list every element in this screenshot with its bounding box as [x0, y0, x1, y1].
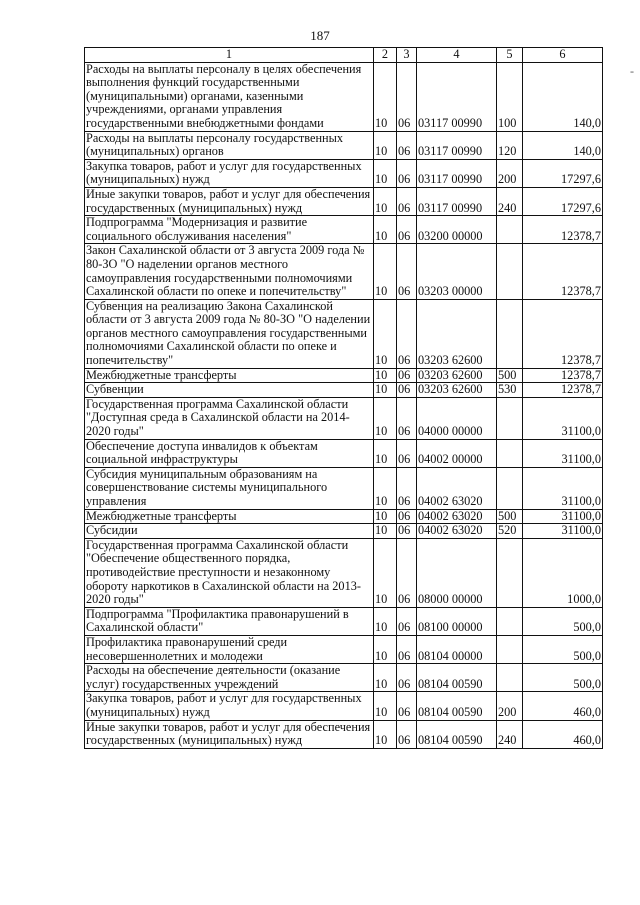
row-name-cell: Закон Сахалинской области от 3 августа 2009 года № 80-ЗО "О наделении органов местного самоуправления государственными полномочиями Сахалинской области по опеке и попечительству": [85, 244, 374, 299]
column-header-amount: 6: [523, 48, 603, 63]
row-target-article-cell: 03117 00990: [417, 62, 497, 131]
table-row: [85, 509, 603, 524]
row-target-article-cell: 04000 00000: [417, 397, 497, 439]
budget-table: [84, 47, 603, 749]
column-header-subsection: 3: [397, 48, 417, 63]
row-subsection-cell: 06: [397, 299, 417, 368]
row-expense-type-cell: [497, 397, 523, 439]
row-section-cell: 10: [374, 62, 397, 131]
row-section-cell: 10: [374, 216, 397, 244]
row-name-cell: Субвенция на реализацию Закона Сахалинской области от 3 августа 2009 года № 80-ЗО "О наделении органов местного самоуправления государственными полномочиями Сахалинской области по опеке и попечительству": [85, 299, 374, 368]
row-subsection-cell: 06: [397, 187, 417, 215]
row-name-cell: Расходы на обеспечение деятельности (оказание услуг) государственных учреждений: [85, 664, 374, 692]
table-row: [85, 720, 603, 748]
row-amount-cell: 460,0: [523, 692, 603, 720]
row-section-cell: 10: [374, 509, 397, 524]
row-amount-cell: 31100,0: [523, 524, 603, 539]
row-target-article-cell: 08104 00590: [417, 664, 497, 692]
row-amount-cell: 12378,7: [523, 383, 603, 398]
row-subsection-cell: 06: [397, 131, 417, 159]
row-expense-type-cell: 200: [497, 159, 523, 187]
row-name-cell: Закупка товаров, работ и услуг для государственных (муниципальных) нужд: [85, 692, 374, 720]
row-target-article-cell: 03203 00000: [417, 244, 497, 299]
table-row: [85, 383, 603, 398]
row-expense-type-cell: 500: [497, 368, 523, 383]
page-number: 187: [310, 28, 330, 43]
row-target-article-cell: 04002 63020: [417, 467, 497, 509]
table-row: [85, 664, 603, 692]
row-subsection-cell: 06: [397, 159, 417, 187]
row-target-article-cell: 03200 00000: [417, 216, 497, 244]
row-section-cell: 10: [374, 397, 397, 439]
table-row: [85, 244, 603, 299]
row-amount-cell: 12378,7: [523, 299, 603, 368]
row-amount-cell: 500,0: [523, 635, 603, 663]
row-amount-cell: 17297,6: [523, 159, 603, 187]
row-section-cell: 10: [374, 538, 397, 607]
row-expense-type-cell: [497, 635, 523, 663]
row-name-cell: Иные закупки товаров, работ и услуг для обеспечения государственных (муниципальных) нужд: [85, 720, 374, 748]
row-expense-type-cell: [497, 538, 523, 607]
column-header-expense-type: 5: [497, 48, 523, 63]
row-section-cell: 10: [374, 720, 397, 748]
row-amount-cell: 31100,0: [523, 467, 603, 509]
row-expense-type-cell: 120: [497, 131, 523, 159]
table-row: [85, 368, 603, 383]
row-amount-cell: 12378,7: [523, 216, 603, 244]
table-row: [85, 692, 603, 720]
row-expense-type-cell: 100: [497, 62, 523, 131]
row-expense-type-cell: [497, 244, 523, 299]
row-name-cell: Закупка товаров, работ и услуг для государственных (муниципальных) нужд: [85, 159, 374, 187]
table-row: [85, 607, 603, 635]
margin-mark: -: [630, 64, 634, 78]
row-subsection-cell: 06: [397, 62, 417, 131]
row-expense-type-cell: [497, 607, 523, 635]
row-amount-cell: 140,0: [523, 62, 603, 131]
row-target-article-cell: 08104 00590: [417, 720, 497, 748]
row-subsection-cell: 06: [397, 509, 417, 524]
table-row: [85, 159, 603, 187]
table-row: [85, 397, 603, 439]
table-row: [85, 467, 603, 509]
row-target-article-cell: 04002 00000: [417, 439, 497, 467]
row-name-cell: Расходы на выплаты персоналу государственных (муниципальных) органов: [85, 131, 374, 159]
row-name-cell: Государственная программа Сахалинской области "Доступная среда в Сахалинской области на 2014-2020 годы": [85, 397, 374, 439]
column-header-target-article: 4: [417, 48, 497, 63]
row-target-article-cell: 03117 00990: [417, 159, 497, 187]
row-section-cell: 10: [374, 524, 397, 539]
column-number-row: [85, 48, 603, 63]
row-section-cell: 10: [374, 131, 397, 159]
column-header-section: 2: [374, 48, 397, 63]
row-subsection-cell: 06: [397, 383, 417, 398]
table-row: [85, 216, 603, 244]
row-amount-cell: 500,0: [523, 664, 603, 692]
row-target-article-cell: 03203 62600: [417, 368, 497, 383]
row-amount-cell: 17297,6: [523, 187, 603, 215]
row-subsection-cell: 06: [397, 244, 417, 299]
row-expense-type-cell: 500: [497, 509, 523, 524]
table-row: [85, 62, 603, 131]
row-expense-type-cell: 530: [497, 383, 523, 398]
row-subsection-cell: 06: [397, 397, 417, 439]
column-header-name: 1: [85, 48, 374, 63]
row-target-article-cell: 08104 00000: [417, 635, 497, 663]
row-name-cell: Профилактика правонарушений среди несовершеннолетних и молодежи: [85, 635, 374, 663]
row-expense-type-cell: 240: [497, 187, 523, 215]
row-expense-type-cell: [497, 439, 523, 467]
row-subsection-cell: 06: [397, 607, 417, 635]
row-section-cell: 10: [374, 368, 397, 383]
row-target-article-cell: 03203 62600: [417, 383, 497, 398]
row-subsection-cell: 06: [397, 216, 417, 244]
table-row: [85, 187, 603, 215]
row-subsection-cell: 06: [397, 720, 417, 748]
row-subsection-cell: 06: [397, 467, 417, 509]
table-row: [85, 439, 603, 467]
table-row: [85, 524, 603, 539]
row-section-cell: 10: [374, 187, 397, 215]
row-name-cell: Межбюджетные трансферты: [85, 368, 374, 383]
row-section-cell: 10: [374, 244, 397, 299]
row-section-cell: 10: [374, 467, 397, 509]
row-expense-type-cell: 240: [497, 720, 523, 748]
row-section-cell: 10: [374, 383, 397, 398]
row-target-article-cell: 03117 00990: [417, 131, 497, 159]
row-section-cell: 10: [374, 607, 397, 635]
row-amount-cell: 12378,7: [523, 368, 603, 383]
row-amount-cell: 31100,0: [523, 439, 603, 467]
row-expense-type-cell: 200: [497, 692, 523, 720]
table-row: [85, 538, 603, 607]
row-amount-cell: 500,0: [523, 607, 603, 635]
row-name-cell: Расходы на выплаты персоналу в целях обеспечения выполнения функций государственными (муниципальными) органами, казенными учреждениями, органами управления государственными внебюджетными фондами: [85, 62, 374, 131]
row-subsection-cell: 06: [397, 664, 417, 692]
row-target-article-cell: 08100 00000: [417, 607, 497, 635]
row-name-cell: Подпрограмма "Профилактика правонарушений в Сахалинской области": [85, 607, 374, 635]
row-subsection-cell: 06: [397, 439, 417, 467]
row-expense-type-cell: [497, 299, 523, 368]
row-name-cell: Обеспечение доступа инвалидов к объектам социальной инфраструктуры: [85, 439, 374, 467]
row-section-cell: 10: [374, 635, 397, 663]
row-expense-type-cell: [497, 216, 523, 244]
row-name-cell: Субсидии: [85, 524, 374, 539]
row-name-cell: Субвенции: [85, 383, 374, 398]
row-amount-cell: 460,0: [523, 720, 603, 748]
row-section-cell: 10: [374, 439, 397, 467]
row-amount-cell: 1000,0: [523, 538, 603, 607]
row-target-article-cell: 04002 63020: [417, 509, 497, 524]
row-amount-cell: 31100,0: [523, 397, 603, 439]
row-expense-type-cell: [497, 664, 523, 692]
row-name-cell: Межбюджетные трансферты: [85, 509, 374, 524]
row-amount-cell: 140,0: [523, 131, 603, 159]
row-name-cell: Иные закупки товаров, работ и услуг для обеспечения государственных (муниципальных) нужд: [85, 187, 374, 215]
row-subsection-cell: 06: [397, 538, 417, 607]
row-subsection-cell: 06: [397, 368, 417, 383]
table-row: [85, 131, 603, 159]
row-name-cell: Субсидия муниципальным образованиям на совершенствование системы муниципального управления: [85, 467, 374, 509]
table-row: [85, 299, 603, 368]
row-expense-type-cell: [497, 467, 523, 509]
row-target-article-cell: 03203 62600: [417, 299, 497, 368]
row-subsection-cell: 06: [397, 635, 417, 663]
row-name-cell: Подпрограмма "Модернизация и развитие социального обслуживания населения": [85, 216, 374, 244]
row-target-article-cell: 03117 00990: [417, 187, 497, 215]
row-section-cell: 10: [374, 664, 397, 692]
row-subsection-cell: 06: [397, 524, 417, 539]
row-expense-type-cell: 520: [497, 524, 523, 539]
row-section-cell: 10: [374, 159, 397, 187]
row-section-cell: 10: [374, 692, 397, 720]
row-amount-cell: 12378,7: [523, 244, 603, 299]
row-target-article-cell: 08000 00000: [417, 538, 497, 607]
row-name-cell: Государственная программа Сахалинской области "Обеспечение общественного порядка, противодействие преступности и незаконному обороту наркотиков в Сахалинской области на 2013-2020 годы": [85, 538, 374, 607]
table-row: [85, 635, 603, 663]
row-target-article-cell: 04002 63020: [417, 524, 497, 539]
row-amount-cell: 31100,0: [523, 509, 603, 524]
row-subsection-cell: 06: [397, 692, 417, 720]
row-section-cell: 10: [374, 299, 397, 368]
row-target-article-cell: 08104 00590: [417, 692, 497, 720]
